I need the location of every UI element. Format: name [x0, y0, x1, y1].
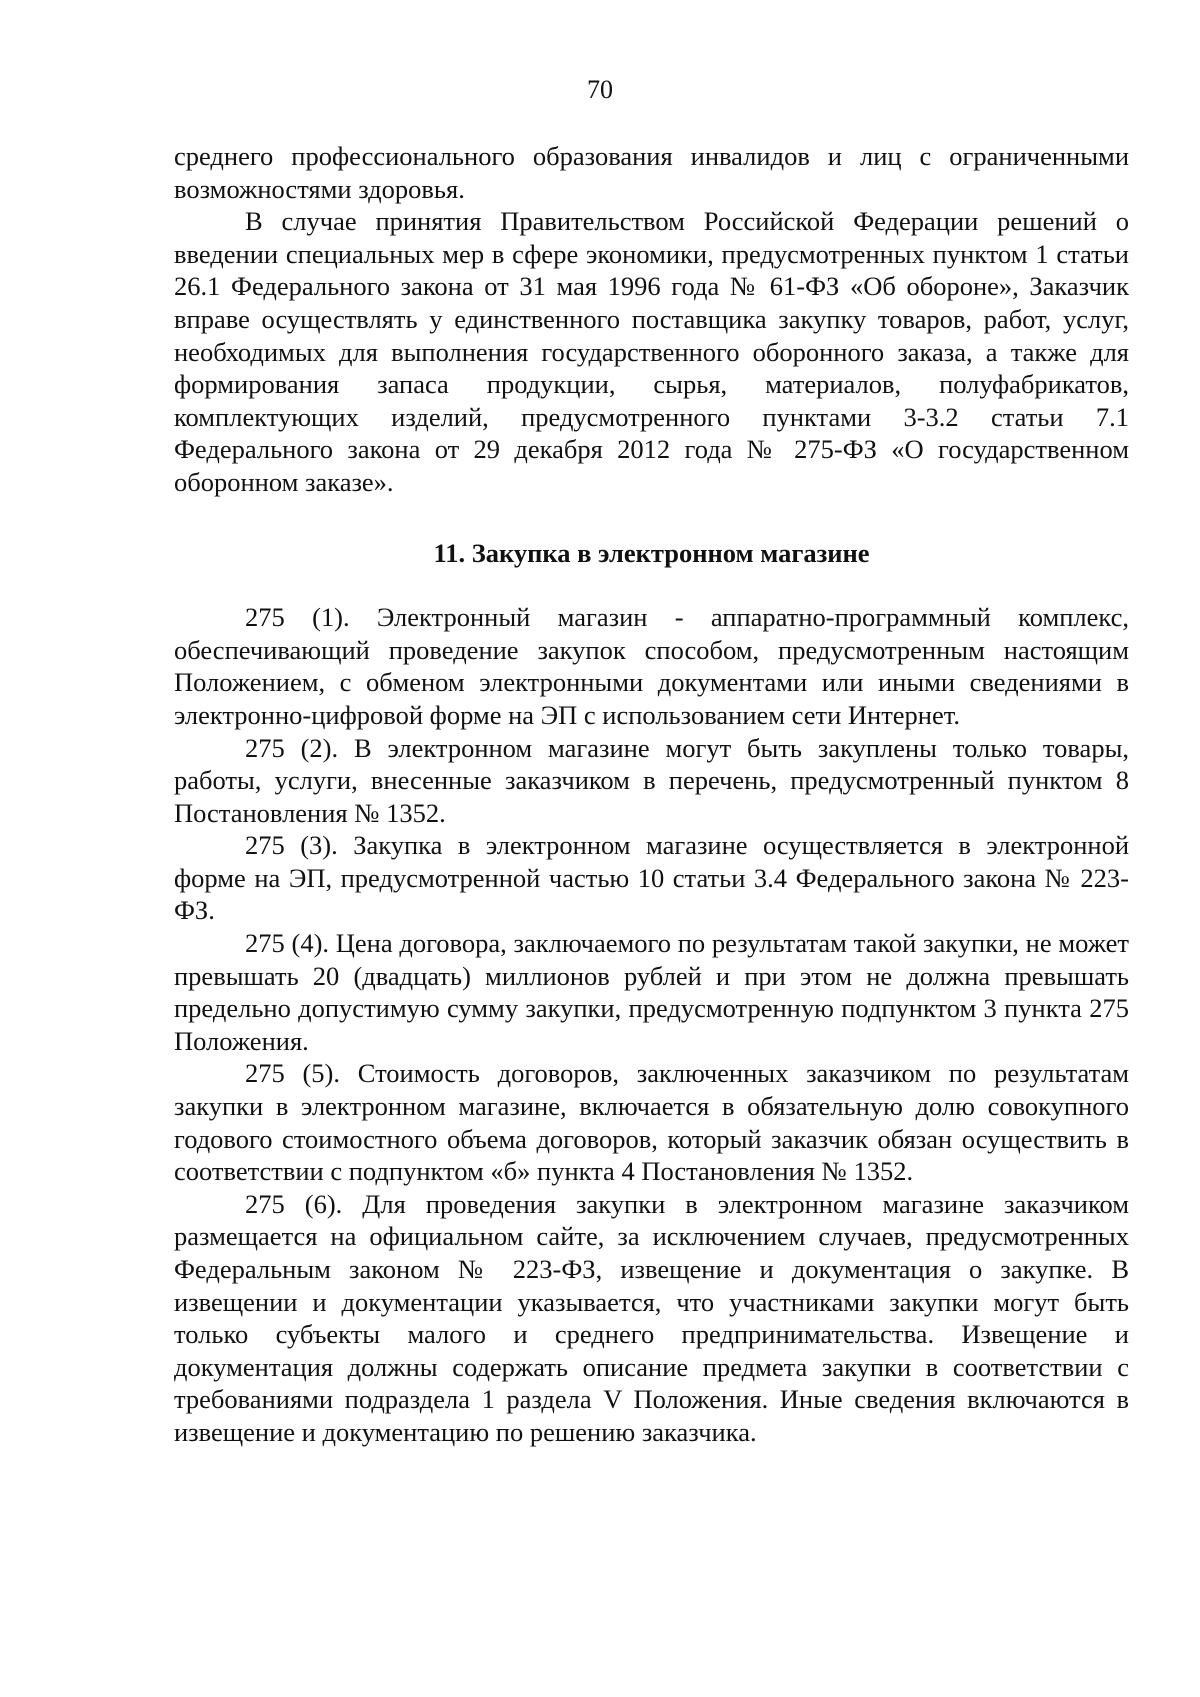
- paragraph-275-4: 275 (4). Цена договора, заключаемого по результатам такой закупки, не может превышать 20 (двадцать) миллионов рублей и при этом не должна превышать предельно допустимую сумму закупки, предусмотренную подпунктом 3 пункта 275 Положения.: [174, 928, 1129, 1056]
- paragraph-275-3: 275 (3). Закупка в электронном магазине осуществляется в электронной форме на ЭП, предусмотренной частью 10 статьи 3.4 Федерального закона № 223-ФЗ.: [174, 830, 1129, 926]
- paragraph-defense-procurement: В случае принятия Правительством Российской Федерации решений о введении специальных мер в сфере экономики, предусмотренных пунктом 1 статьи 26.1 Федерального закона от 31 мая 1996 года № 61-ФЗ «Об обороне», Заказчик вправе осуществлять у единственного поставщика закупку товаров, работ, услуг, необходимых для выполнения государственного оборонного заказа, а также для формирования запаса продукции, сырья, материалов, полуфабрикатов, комплектующих изделий, предусмотренного пунктами 3-3.2 статьи 7.1 Федерального закона от 29 декабря 2012 года № 275-ФЗ «О государственном оборонном заказе».: [174, 206, 1129, 497]
- document-body: [174, 140, 1129, 1449]
- page-number: 70: [587, 75, 613, 104]
- paragraph-continuation: среднего профессионального образования инвалидов и лиц с ограниченными возможностями здоровья.: [174, 141, 1129, 204]
- paragraph-275-5: 275 (5). Стоимость договоров, заключенных заказчиком по результатам закупки в электронном магазине, включается в обязательную долю совокупного годового стоимостного объема договоров, который заказчик обязан осуществить в соответствии с подпунктом «б» пункта 4 Постановления № 1352.: [174, 1058, 1129, 1187]
- paragraph-275-2: 275 (2). В электронном магазине могут быть закуплены только товары, работы, услуги, внесенные заказчиком в перечень, предусмотренный пунктом 8 Постановления № 1352.: [174, 732, 1129, 828]
- paragraph-275-6: 275 (6). Для проведения закупки в электронном магазине заказчиком размещается на официальном сайте, за исключением случаев, предусмотренных Федеральным законом № 223-ФЗ, извещение и документация о закупке. В извещении и документации указывается, что участниками закупки могут быть только субъекты малого и среднего предпринимательства. Извещение и документация должны содержать описание предмета закупки в соответствии с требованиями подраздела 1 раздела V Положения. Иные сведения включаются в извещение и документацию по решению заказчика.: [174, 1188, 1129, 1447]
- section-heading: 11. Закупка в электронном магазине: [433, 537, 870, 568]
- paragraph-275-1: 275 (1). Электронный магазин - аппаратно-программный комплекс, обеспечивающий проведение закупок способом, предусмотренным настоящим Положением, с обменом электронными документами или иными сведениями в электронно-цифровой форме на ЭП с использованием сети Интернет.: [174, 602, 1129, 730]
